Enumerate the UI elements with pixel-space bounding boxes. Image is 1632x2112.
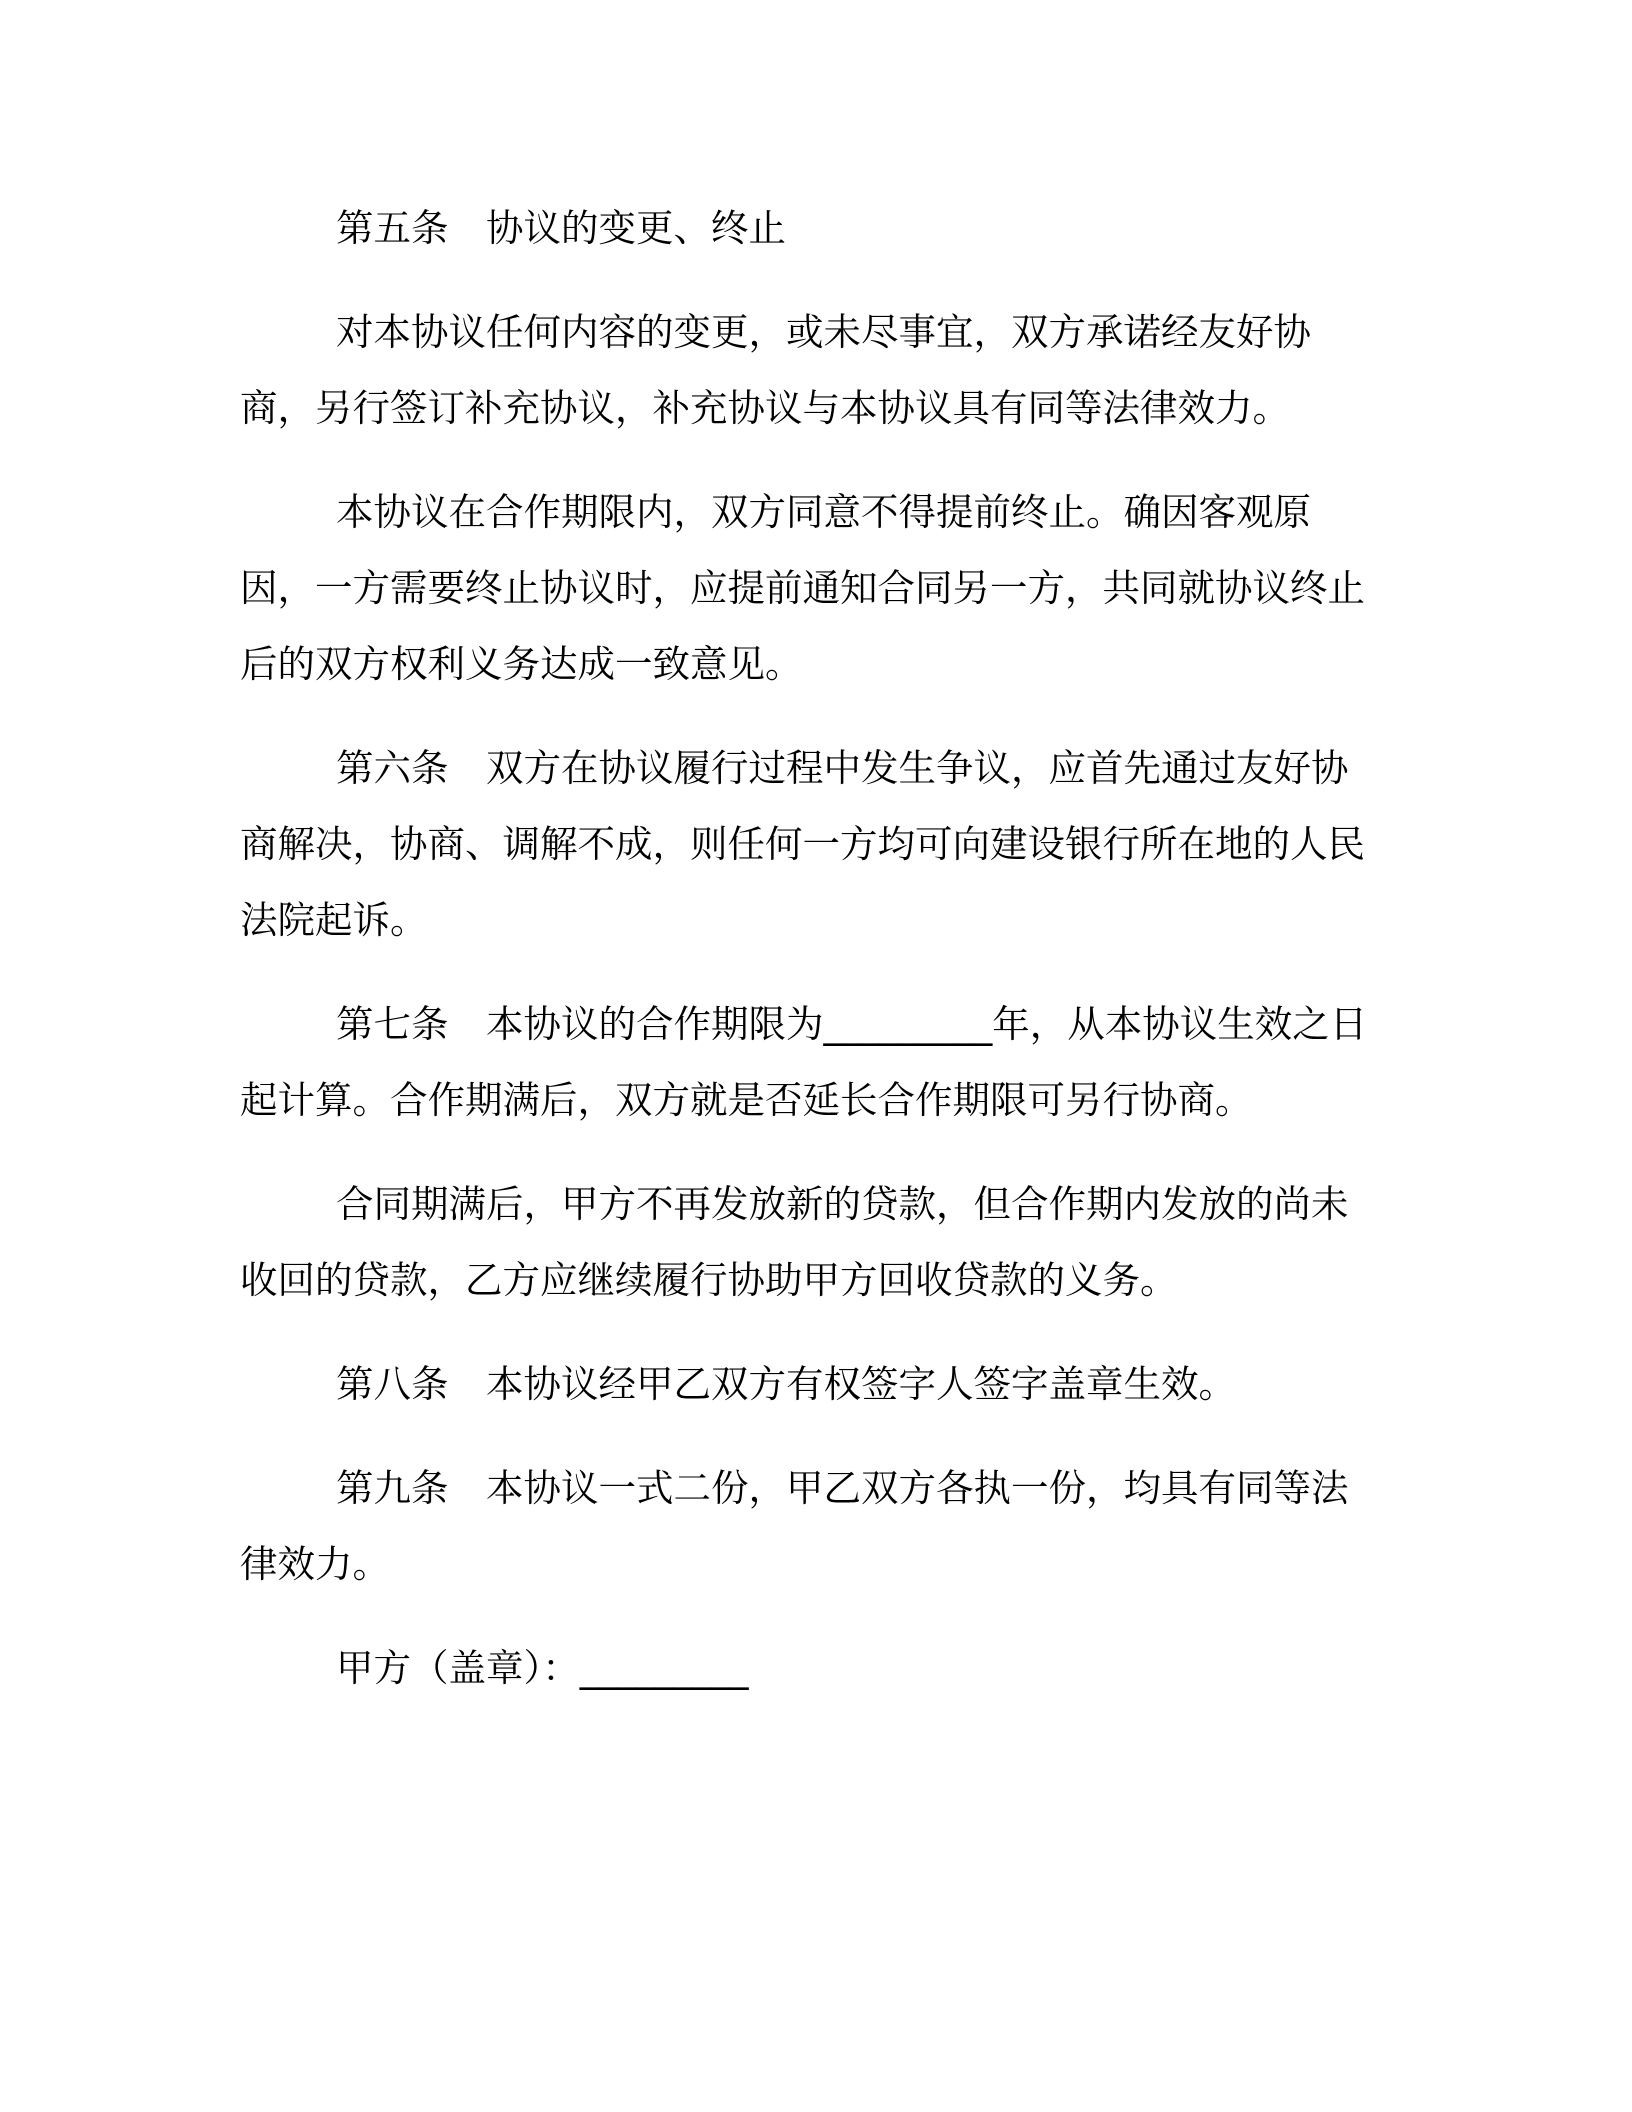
article-5-heading: 第五条 协议的变更、终止: [336, 206, 786, 250]
article-6-paragraph: 第六条 双方在协议履行过程中发生争议，应首先通过友好协商解决，协商、调解不成，则任何一方均可向建设银行所在地的人民法院起诉。: [240, 746, 1365, 942]
article-7-paragraph-2: 合同期满后，甲方不再发放新的贷款，但合作期内发放的尚未收回的贷款，乙方应继续履行协助甲方回收贷款的义务。: [240, 1182, 1349, 1302]
article-5-paragraph-2: 本协议在合作期限内，双方同意不得提前终止。确因客观原因，一方需要终止协议时，应提前通知合同另一方，共同就协议终止后的双方权利义务达成一致意见。: [240, 490, 1365, 686]
article-5-paragraph-1: 对本协议任何内容的变更，或未尽事宜，双方承诺经友好协商，另行签订补充协议，补充协议与本协议具有同等法律效力。: [240, 310, 1311, 430]
party-a-seal-line: 甲方（盖章）：_________: [336, 1646, 749, 1690]
article-7-paragraph-1: 第七条 本协议的合作期限为_________年，从本协议生效之日起计算。合作期满后，双方就是否延长合作期限可另行协商。: [240, 1002, 1368, 1122]
article-8-paragraph: 第八条 本协议经甲乙双方有权签字人签字盖章生效。: [336, 1362, 1236, 1406]
article-9-paragraph: 第九条 本协议一式二份，甲乙双方各执一份，均具有同等法律效力。: [240, 1466, 1349, 1586]
document-page: [240, 190, 1380, 1706]
